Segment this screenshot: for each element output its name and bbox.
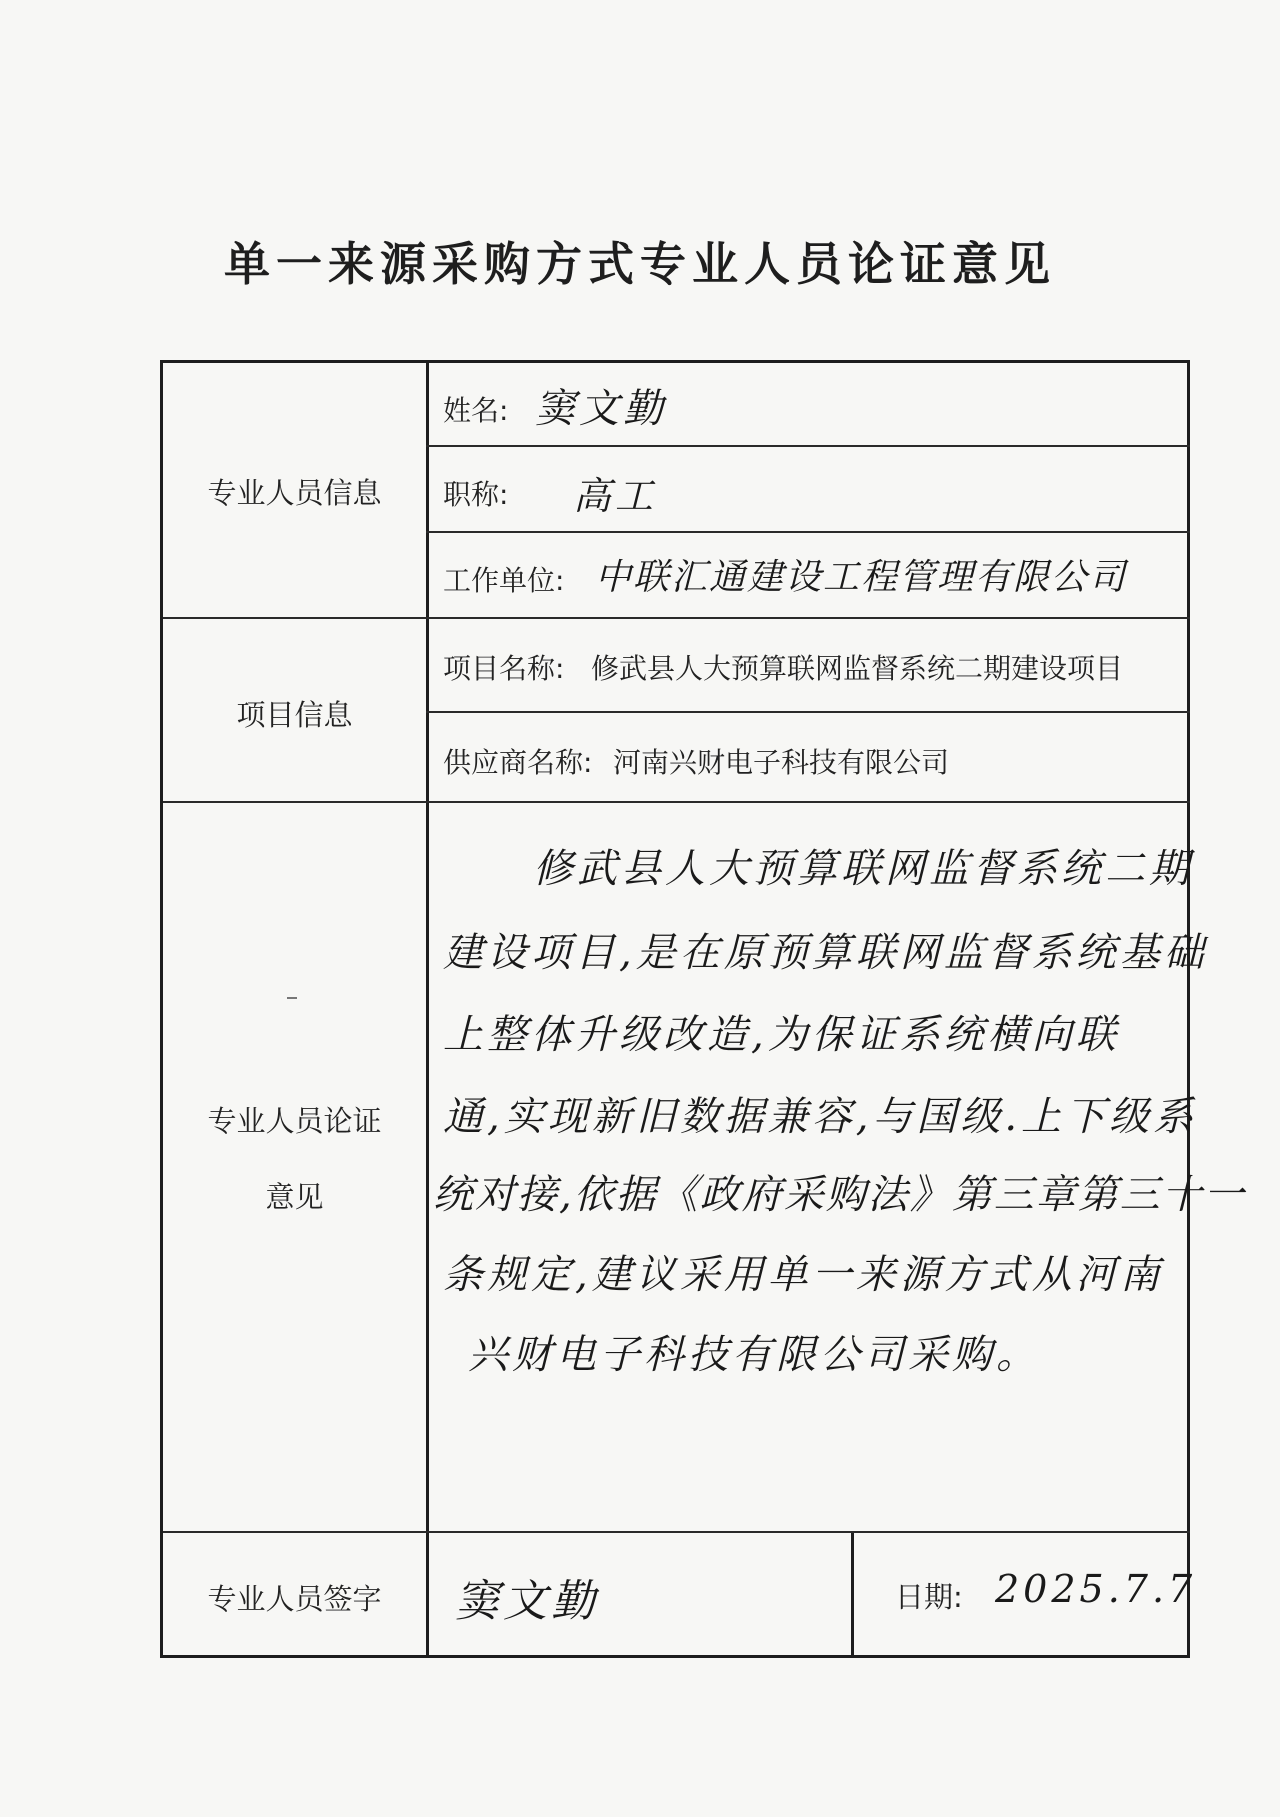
section-divider bbox=[163, 617, 1190, 619]
date-handwritten-value: 2025.7.7 bbox=[995, 1567, 1197, 1611]
row-divider bbox=[426, 711, 1190, 713]
opinion-text-line: 条规定,建议采用单一来源方式从河南 bbox=[443, 1252, 1164, 1298]
signature-handwritten: 窦文勤 bbox=[455, 1576, 599, 1627]
supplier-name-label: 供应商名称: bbox=[443, 746, 593, 779]
opinion-text-line: 兴财电子科技有限公司采购。 bbox=[468, 1332, 1040, 1378]
employer-field-label: 工作单位: bbox=[443, 564, 565, 597]
section-divider bbox=[163, 1531, 1190, 1533]
signature-label: 专业人员签字 bbox=[207, 1582, 382, 1616]
personnel-info-label: 专业人员信息 bbox=[207, 476, 382, 510]
opinion-text-line: 修武县人大预算联网监督系统二期 bbox=[533, 846, 1193, 892]
title-field-label: 职称: bbox=[443, 478, 509, 511]
date-label: 日期: bbox=[895, 1580, 963, 1614]
date-cell-divider bbox=[851, 1531, 854, 1655]
name-field-label: 姓名: bbox=[443, 394, 509, 427]
row-divider bbox=[426, 531, 1190, 533]
opinion-label-line1: 专业人员论证 bbox=[207, 1104, 382, 1138]
document-title: 单一来源采购方式专业人员论证意见 bbox=[224, 237, 1056, 291]
opinion-text-line: 建设项目,是在原预算联网监督系统基础 bbox=[443, 930, 1208, 976]
name-handwritten-value: 窦文勤 bbox=[535, 386, 667, 432]
project-name-value: 修武县人大预算联网监督系统二期建设项目 bbox=[591, 652, 1124, 685]
project-name-label: 项目名称: bbox=[443, 652, 565, 685]
employer-handwritten-value: 中联汇通建设工程管理有限公司 bbox=[595, 557, 1128, 598]
opinion-label-line2: 意见 bbox=[265, 1180, 324, 1214]
argument-form bbox=[160, 360, 1246, 1658]
opinion-text-line: 上整体升级改造,为保证系统横向联 bbox=[443, 1012, 1120, 1058]
project-info-label: 项目信息 bbox=[236, 698, 353, 732]
opinion-text-line: 统对接,依据《政府采购法》第三章第三十一 bbox=[433, 1172, 1246, 1218]
stray-mark bbox=[287, 997, 297, 999]
section-divider bbox=[163, 801, 1190, 803]
row-divider bbox=[426, 445, 1190, 447]
supplier-name-value: 河南兴财电子科技有限公司 bbox=[613, 746, 950, 779]
label-column-divider bbox=[426, 363, 429, 1655]
opinion-text-line: 通,实现新旧数据兼容,与国级.上下级系 bbox=[443, 1094, 1198, 1140]
title-handwritten-value: 高工 bbox=[573, 474, 658, 518]
